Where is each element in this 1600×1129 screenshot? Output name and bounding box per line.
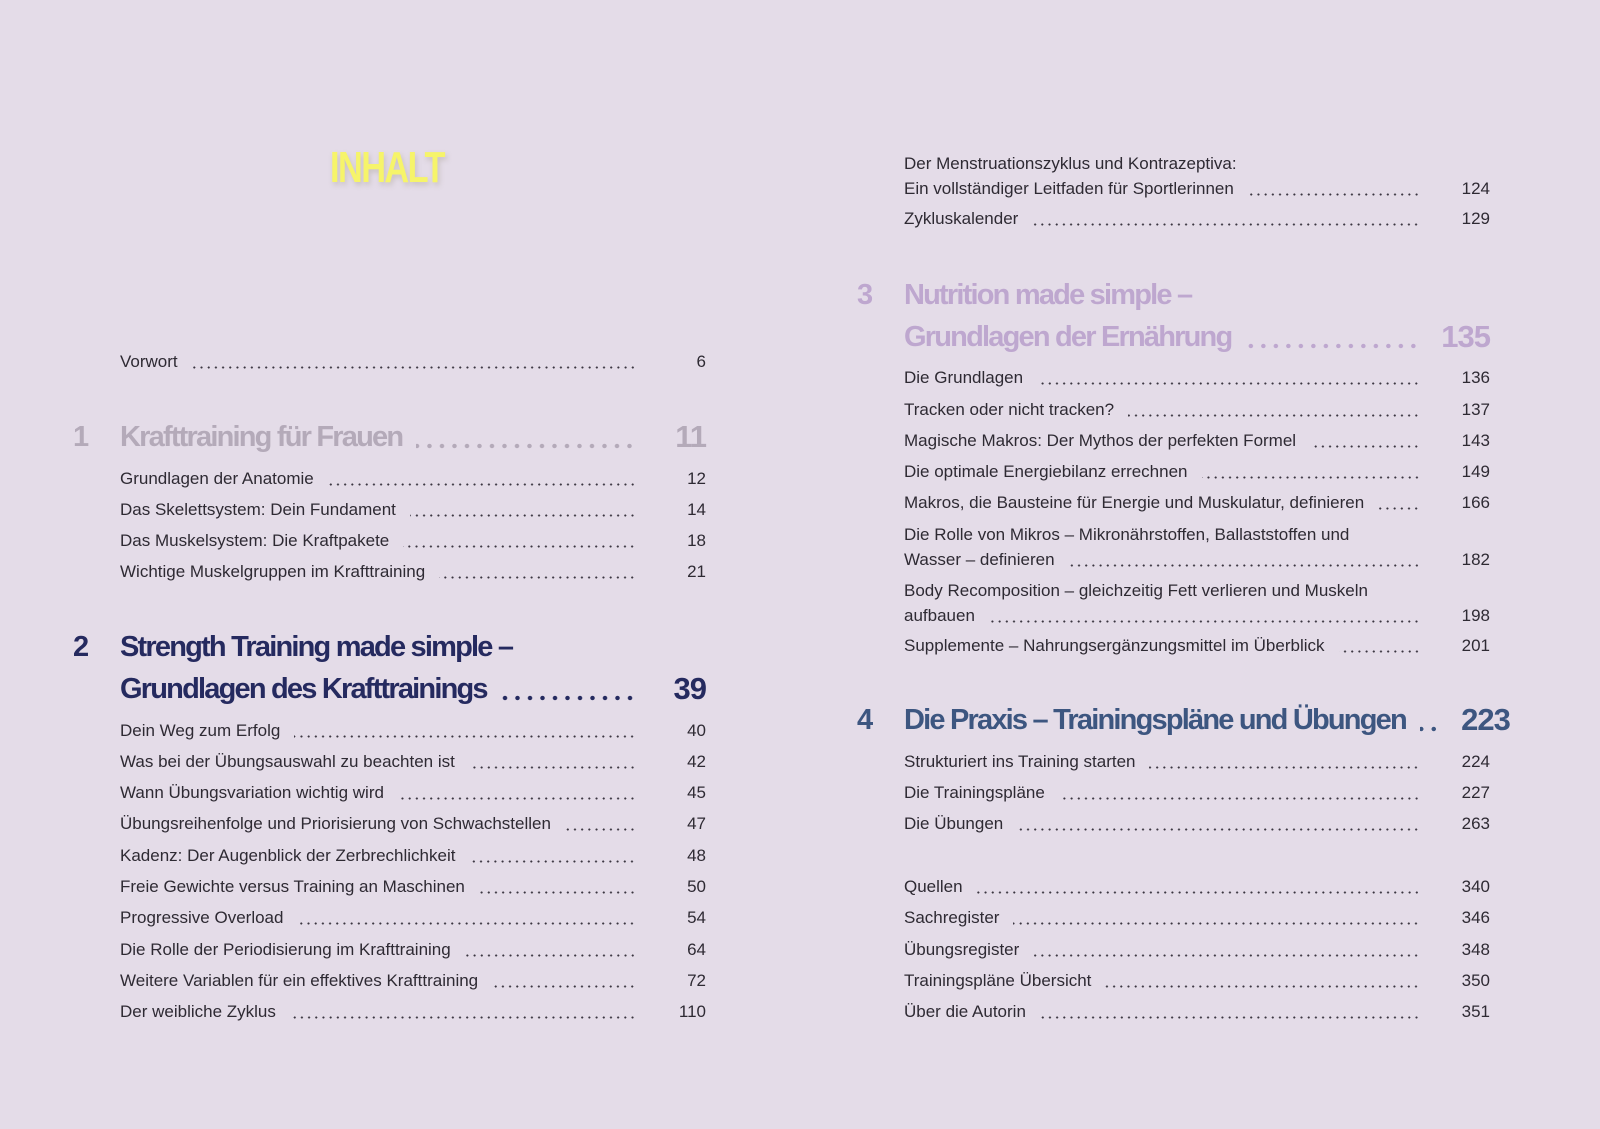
entry-line — [904, 365, 1490, 391]
page-number: 143 — [1461, 431, 1490, 450]
entry-line — [120, 999, 706, 1025]
entry-title: Vorwort — [120, 352, 178, 371]
entry-title: Quellen — [904, 877, 963, 896]
entry-line — [904, 603, 1490, 629]
dot-leader — [1202, 476, 1421, 479]
dot-leader — [1017, 828, 1420, 831]
entry-line — [120, 811, 706, 837]
page-number: 198 — [1461, 605, 1490, 625]
page-number: 149 — [1461, 462, 1490, 481]
entry-title: Magische Makros: Der Mythos der perfekten Formel — [904, 431, 1297, 450]
entry-line — [904, 151, 1490, 177]
entry-line — [120, 528, 706, 554]
entry-title: Der weibliche Zyklus — [120, 1002, 276, 1021]
page-number: 42 — [687, 752, 706, 771]
entry-line — [120, 780, 706, 806]
dot-leader — [989, 620, 1420, 623]
entry-line — [904, 428, 1490, 454]
page-number: 124 — [1461, 178, 1490, 198]
page-number: 6 — [696, 352, 706, 371]
entry-line — [120, 349, 706, 375]
entry-line — [120, 843, 706, 869]
page-number: 263 — [1461, 814, 1490, 833]
dot-leader — [1069, 564, 1420, 567]
chapter-title: Nutrition made simple – — [904, 278, 1192, 311]
entry-title: Die Rolle der Periodisierung im Krafttraining — [120, 940, 451, 959]
entry-title: Übungsreihenfolge und Priorisierung von Schwachstellen — [120, 814, 551, 833]
entry-title: Sachregister — [904, 908, 1000, 927]
page-number: 129 — [1461, 209, 1490, 228]
dot-leader — [294, 735, 636, 738]
dot-leader — [469, 860, 636, 863]
entry-title: Die Rolle von Mikros – Mikronährstoffen, Ballaststoffen und — [904, 525, 1350, 544]
dot-leader — [1040, 1016, 1420, 1019]
chapter-title: Die Praxis – Trainingspläne und Übungen — [904, 703, 1406, 736]
entry-line — [120, 718, 706, 744]
entry-title: Ein vollständiger Leitfaden für Sportlerinnen — [904, 178, 1234, 198]
page-title: INHALT — [330, 143, 444, 192]
dot-leader — [1105, 985, 1420, 988]
entry-title: Makros, die Bausteine für Energie und Muskulatur, definieren — [904, 493, 1365, 512]
entry-title: Übungsregister — [904, 940, 1020, 959]
dot-leader — [1248, 193, 1420, 196]
dot-leader — [192, 366, 636, 369]
entry-title: Wasser – definieren — [904, 549, 1055, 569]
chapter-number: 3 — [857, 278, 874, 311]
page-number: 12 — [687, 469, 706, 488]
dot-leader — [1245, 343, 1420, 349]
entry-title: Wann Übungsvariation wichtig wird — [120, 783, 384, 802]
entry-title: Supplemente – Nahrungsergänzungsmittel im Überblick — [904, 636, 1325, 655]
dot-leader — [1013, 922, 1420, 925]
entry-line — [904, 905, 1490, 931]
page-number: 72 — [687, 971, 706, 990]
entry-line — [904, 522, 1490, 548]
chapter-number: 4 — [857, 703, 874, 736]
dot-leader — [465, 954, 636, 957]
entry-title: Tracken oder nicht tracken? — [904, 400, 1115, 419]
entry-title: Die Übungen — [904, 814, 1004, 833]
page-number: 50 — [687, 877, 706, 896]
dot-leader — [492, 985, 636, 988]
dot-leader — [1059, 797, 1420, 800]
page-number: 110 — [678, 1002, 706, 1021]
entry-line — [120, 669, 706, 709]
entry-title: Die optimale Energiebilanz errechnen — [904, 462, 1188, 481]
entry-title: Der Menstruationszyklus und Kontrazeptiva: — [904, 154, 1237, 173]
dot-leader — [1032, 223, 1420, 226]
entry-title: Strukturiert ins Training starten — [904, 752, 1136, 771]
entry-title: Wichtige Muskelgruppen im Krafttraining — [120, 562, 426, 581]
entry-line — [904, 811, 1490, 837]
entry-title: Freie Gewichte versus Training an Maschinen — [120, 877, 465, 896]
entry-line — [120, 905, 706, 931]
page-number: 135 — [1441, 319, 1490, 354]
entry-line — [904, 874, 1490, 900]
entry-line — [120, 874, 706, 900]
page-number: 47 — [687, 814, 706, 833]
entry-title: aufbauen — [904, 605, 975, 625]
page-number: 201 — [1461, 636, 1490, 655]
entry-line — [904, 206, 1490, 232]
entry-line — [904, 275, 1490, 315]
page-number: 39 — [673, 671, 706, 706]
dot-leader — [328, 483, 636, 486]
dot-leader — [565, 828, 636, 831]
entry-title: Grundlagen der Anatomie — [120, 469, 314, 488]
entry-line — [904, 968, 1490, 994]
entry-title: Weitere Variablen für ein effektives Krafttraining — [120, 971, 479, 990]
dot-leader — [398, 797, 636, 800]
entry-line — [904, 317, 1490, 357]
page-number: 227 — [1461, 783, 1490, 802]
dot-leader — [1033, 954, 1420, 957]
entry-line — [120, 627, 706, 667]
page-number: 346 — [1461, 908, 1490, 927]
chapter-number: 2 — [73, 630, 90, 663]
dot-leader — [1128, 414, 1420, 417]
page-number: 340 — [1461, 877, 1490, 896]
page-number: 14 — [687, 500, 706, 519]
dot-leader — [410, 514, 636, 517]
dot-leader — [479, 891, 636, 894]
dot-leader — [1339, 650, 1421, 653]
entry-title: Body Recomposition – gleichzeitig Fett verlieren und Muskeln — [904, 581, 1368, 600]
entry-line — [120, 968, 706, 994]
entry-line — [904, 999, 1490, 1025]
page-number: 137 — [1461, 400, 1490, 419]
page-number: 136 — [1461, 368, 1490, 387]
entry-line — [904, 459, 1490, 485]
chapter-title: Krafttraining für Frauen — [120, 420, 403, 453]
entry-title: Dein Weg zum Erfolg — [120, 721, 281, 740]
dot-leader — [501, 695, 636, 701]
entry-title: Über die Autorin — [904, 1002, 1026, 1021]
chapter-title: Grundlagen des Krafttrainings — [120, 672, 487, 705]
page-number: 64 — [687, 940, 706, 959]
entry-title: Progressive Overload — [120, 908, 284, 927]
entry-line — [120, 559, 706, 585]
entry-line — [120, 497, 706, 523]
entry-line — [904, 490, 1490, 516]
dot-leader — [977, 891, 1420, 894]
entry-title: Was bei der Übungsauswahl zu beachten ist — [120, 752, 455, 771]
entry-title: Das Muskelsystem: Die Kraftpakete — [120, 531, 390, 550]
page-number: 11 — [675, 419, 706, 454]
dot-leader — [1037, 382, 1420, 385]
dot-leader — [297, 922, 636, 925]
dot-leader — [1149, 766, 1420, 769]
page-number: 48 — [687, 846, 706, 865]
dot-leader — [469, 766, 636, 769]
entry-title: Die Trainingspläne — [904, 783, 1045, 802]
entry-line — [120, 417, 706, 457]
dot-leader — [439, 576, 636, 579]
entry-line — [904, 547, 1490, 573]
entry-title: Die Grundlagen — [904, 368, 1024, 387]
entry-line — [904, 937, 1490, 963]
entry-line — [904, 749, 1490, 775]
entry-title: Zykluskalender — [904, 209, 1019, 228]
entry-line — [120, 466, 706, 492]
page-number: 351 — [1461, 1002, 1490, 1021]
page-number: 18 — [687, 531, 706, 550]
entry-title: Trainingspläne Übersicht — [904, 971, 1092, 990]
page-number: 224 — [1461, 752, 1490, 771]
dot-leader — [403, 545, 636, 548]
chapter-title: Grundlagen der Ernährung — [904, 320, 1232, 353]
page-number: 45 — [687, 783, 706, 802]
dot-leader — [1420, 726, 1440, 732]
page-number: 348 — [1461, 940, 1490, 959]
dot-leader — [1378, 507, 1420, 510]
dot-leader — [416, 443, 636, 449]
dot-leader — [290, 1016, 636, 1019]
entry-line — [120, 749, 706, 775]
entry-line — [904, 397, 1490, 423]
page-number: 182 — [1461, 549, 1490, 569]
page-number: 223 — [1461, 702, 1510, 737]
entry-line — [904, 633, 1490, 659]
entry-line — [904, 700, 1510, 740]
page-number: 54 — [687, 908, 706, 927]
page-number: 40 — [687, 721, 706, 740]
page-number: 350 — [1461, 971, 1490, 990]
entry-line — [904, 780, 1490, 806]
page-number: 166 — [1461, 493, 1490, 512]
entry-line — [120, 937, 706, 963]
chapter-number: 1 — [73, 420, 90, 453]
entry-title: Das Skelettsystem: Dein Fundament — [120, 500, 396, 519]
dot-leader — [1310, 445, 1420, 448]
entry-line — [904, 578, 1490, 604]
entry-line — [904, 176, 1490, 202]
page-number: 21 — [687, 562, 706, 581]
entry-title: Kadenz: Der Augenblick der Zerbrechlichkeit — [120, 846, 456, 865]
chapter-title: Strength Training made simple – — [120, 630, 513, 663]
